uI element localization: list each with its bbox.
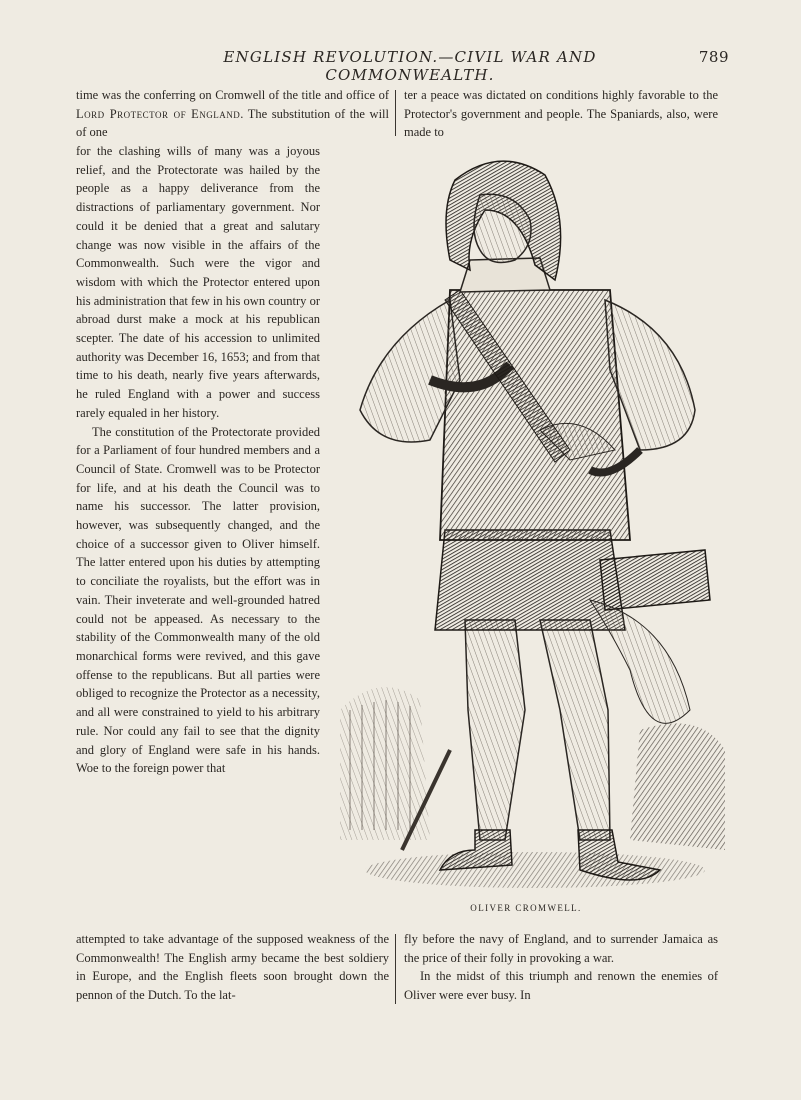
right-paragraph-top: ter a peace was dictated on conditions highly favorable to the Protector's government and people. The Spaniards, also, were made to — [404, 88, 718, 140]
right-column-bottom — [404, 930, 718, 1005]
oliver-cromwell-engraving — [340, 150, 730, 895]
paragraph-2: The constitution of the Protectorate provided for a Parliament of four hundred members and a Council of State. Cromwell was to be Protector for life, and at his death the Council was to name his successor. The latter provision, however, was subsequently changed, and the choice of a successor given to Oliver himself. The latter entered upon his duties by attempting to conciliate the royalists, but the effort was in vain. Their inveterate and well-grounded hatred could not be appeased. As necessary to the stability of the Commonwealth many of the old monarchical forms were revived, and this gave offense to the republicans. But all parties were obliged to recognize the Protector as a necessity, and all were constrained to yield to his arbitrary rule. Nor could any fail to see that the dignity and glory of England were safe in his hands. Woe to the foreign power that — [76, 424, 320, 776]
paragraph-1-continued: for the clashing wills of many was a joyous relief, and the Protectorate was hailed by the people as a happy deliverance from the distractions of parliamentary government. Nor could it be denied that a great and salutary change was now visible in the affairs of the Commonwealth. Such were the vigor and wisdom with which the Protector entered upon his administration that few in his own country or abroad durst make a mock at his republican scepter. The date of his accession to unlimited authority was December 16, 1653; and from that time to his death, nearly five years afterwards, he ruled England with a power and success rarely equaled in her history. — [76, 144, 320, 420]
running-head-title: ENGLISH REVOLUTION.—CIVIL WAR AND COMMONWEALTH. — [223, 48, 597, 84]
right-paragraph-bottom-b: In the midst of this triumph and renown the enemies of Oliver were ever busy. In — [404, 969, 718, 1003]
paragraph-3: attempted to take advantage of the supposed weakness of the Commonwealth! The English army became the best soldiery in Europe, and the English fleets soon brought down the pennon of the Dutch. To the lat- — [76, 932, 389, 1003]
paragraph-1-start — [76, 86, 389, 142]
right-column-top — [404, 86, 718, 142]
left-column-narrow — [76, 142, 320, 778]
left-column-top — [76, 86, 389, 142]
left-column-bottom — [76, 930, 389, 1005]
running-head — [0, 48, 801, 84]
column-rule-bottom — [395, 934, 396, 1004]
column-rule-top — [395, 90, 396, 136]
lord-protector-title: Lord Protector of England — [76, 106, 241, 121]
page-number: 789 — [698, 48, 729, 66]
paragraph-1-text-b: . The substitution of the will of one — [76, 106, 389, 140]
figure-caption: OLIVER CROMWELL. — [470, 903, 582, 913]
right-paragraph-bottom-a: fly before the navy of England, and to surrender Jamaica as the price of their folly in provoking a war. — [404, 932, 718, 965]
paragraph-1-text-a: time was the conferring on Cromwell of the title and office of — [76, 88, 389, 102]
